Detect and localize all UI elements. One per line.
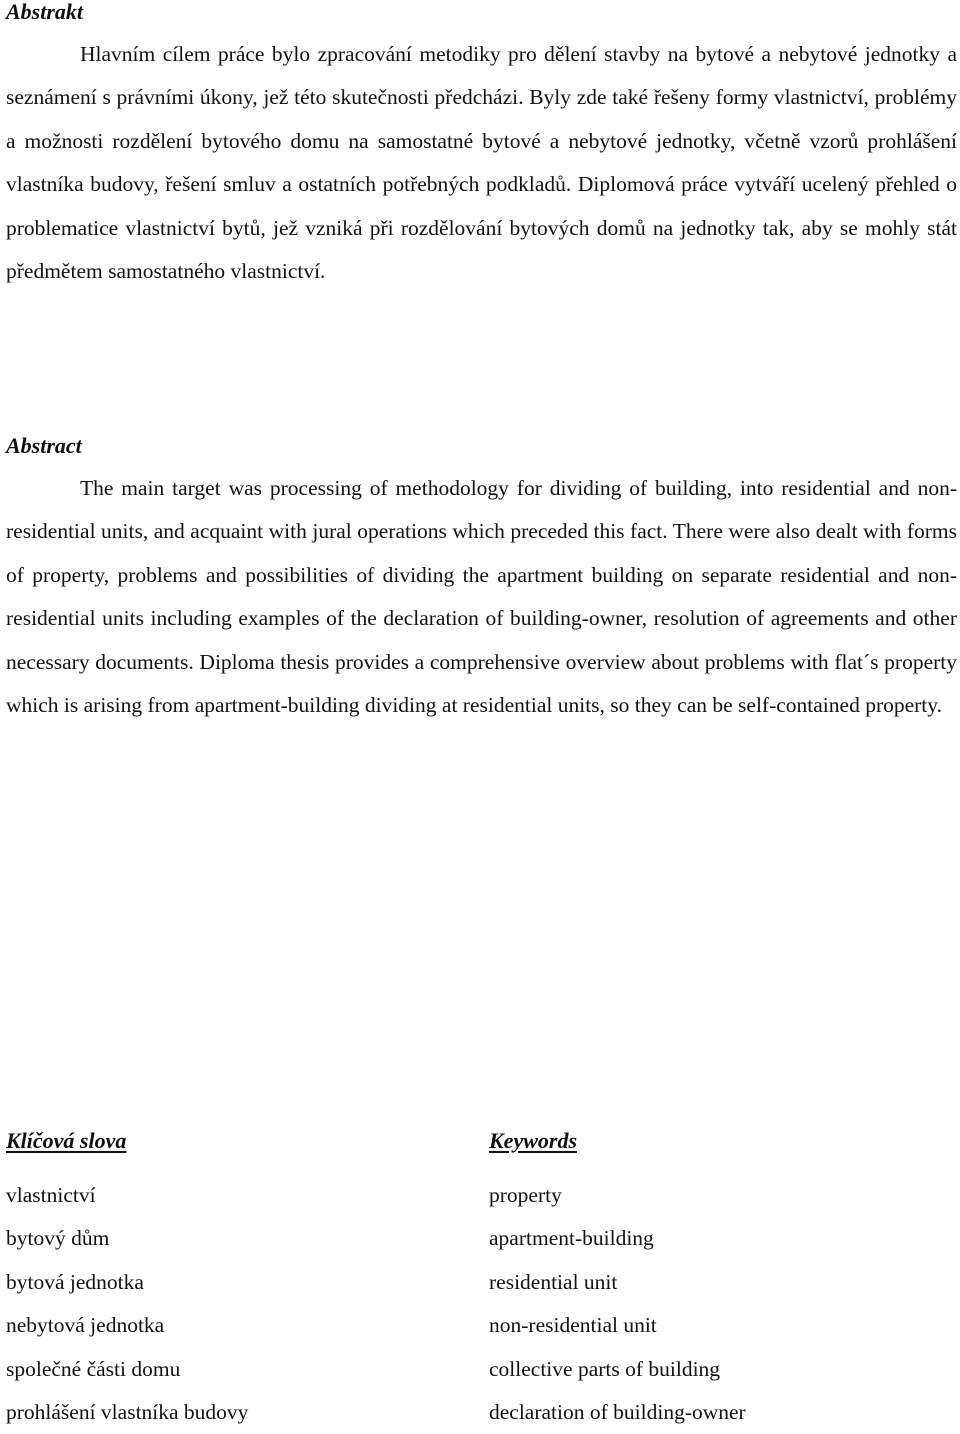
keyword-english-item: declaration of building-owner	[489, 1400, 746, 1425]
keyword-czech-item: bytová jednotka	[6, 1269, 144, 1294]
keyword-english-item: residential unit	[489, 1269, 618, 1294]
keyword-czech-item: prohlášení vlastníka budovy	[6, 1400, 249, 1425]
keywords-english-list	[489, 1174, 909, 1434]
keywords-czech-list	[6, 1174, 426, 1434]
keyword-czech-item: společné části domu	[6, 1356, 181, 1381]
keyword-czech-item: vlastnictví	[6, 1183, 96, 1207]
keyword-english-item: property	[489, 1183, 562, 1207]
abstrakt-paragraph: Hlavním cílem práce bylo zpracování metodiky pro dělení stavby na bytové a nebytové jednotky a seznámení s právními úkony, jež této skutečnosti předcházi. Byly zde také řešeny formy vlastnictví, problémy a možnosti rozdělení bytového domu na samostatné bytové a nebytové jednotky, včetně vzorů prohlášení vlastníka budovy, řešení smluv a ostatních potřebných podkladů. Diplomová práce vytváří ucelený přehled o problematice vlastnictví bytů, jež vzniká při rozdělování bytových domů na jednotky tak, aby se mohly stát předmětem samostatného vlastnictví.	[6, 42, 957, 284]
keyword-english-item: collective parts of building	[489, 1356, 721, 1381]
keywords-english-heading: Keywords	[489, 1128, 577, 1153]
abstract-paragraph: The main target was processing of methodology for dividing of building, into residential and non-residential units, and acquaint with jural operations which preceded this fact. There were also dealt with forms of property, problems and possibilities of dividing the apartment building on separate residential and non-residential units including examples of the declaration of building-owner, resolution of agreements and other necessary documents. Diploma thesis provides a comprehensive overview about problems with flat´s property which is arising from apartment-building dividing at residential units, so they can be self-contained property.	[6, 476, 957, 718]
abstract-heading: Abstract	[6, 433, 82, 458]
keyword-english-item: non-residential unit	[489, 1313, 657, 1338]
keyword-czech-item: bytový dům	[6, 1226, 110, 1251]
keywords-czech-column	[6, 1128, 426, 1434]
abstrakt-heading: Abstrakt	[6, 0, 84, 24]
keywords-english-column	[489, 1128, 909, 1434]
keywords-czech-heading: Klíčová slova	[6, 1128, 127, 1153]
keyword-english-item: apartment-building	[489, 1226, 654, 1251]
keyword-czech-item: nebytová jednotka	[6, 1313, 165, 1338]
